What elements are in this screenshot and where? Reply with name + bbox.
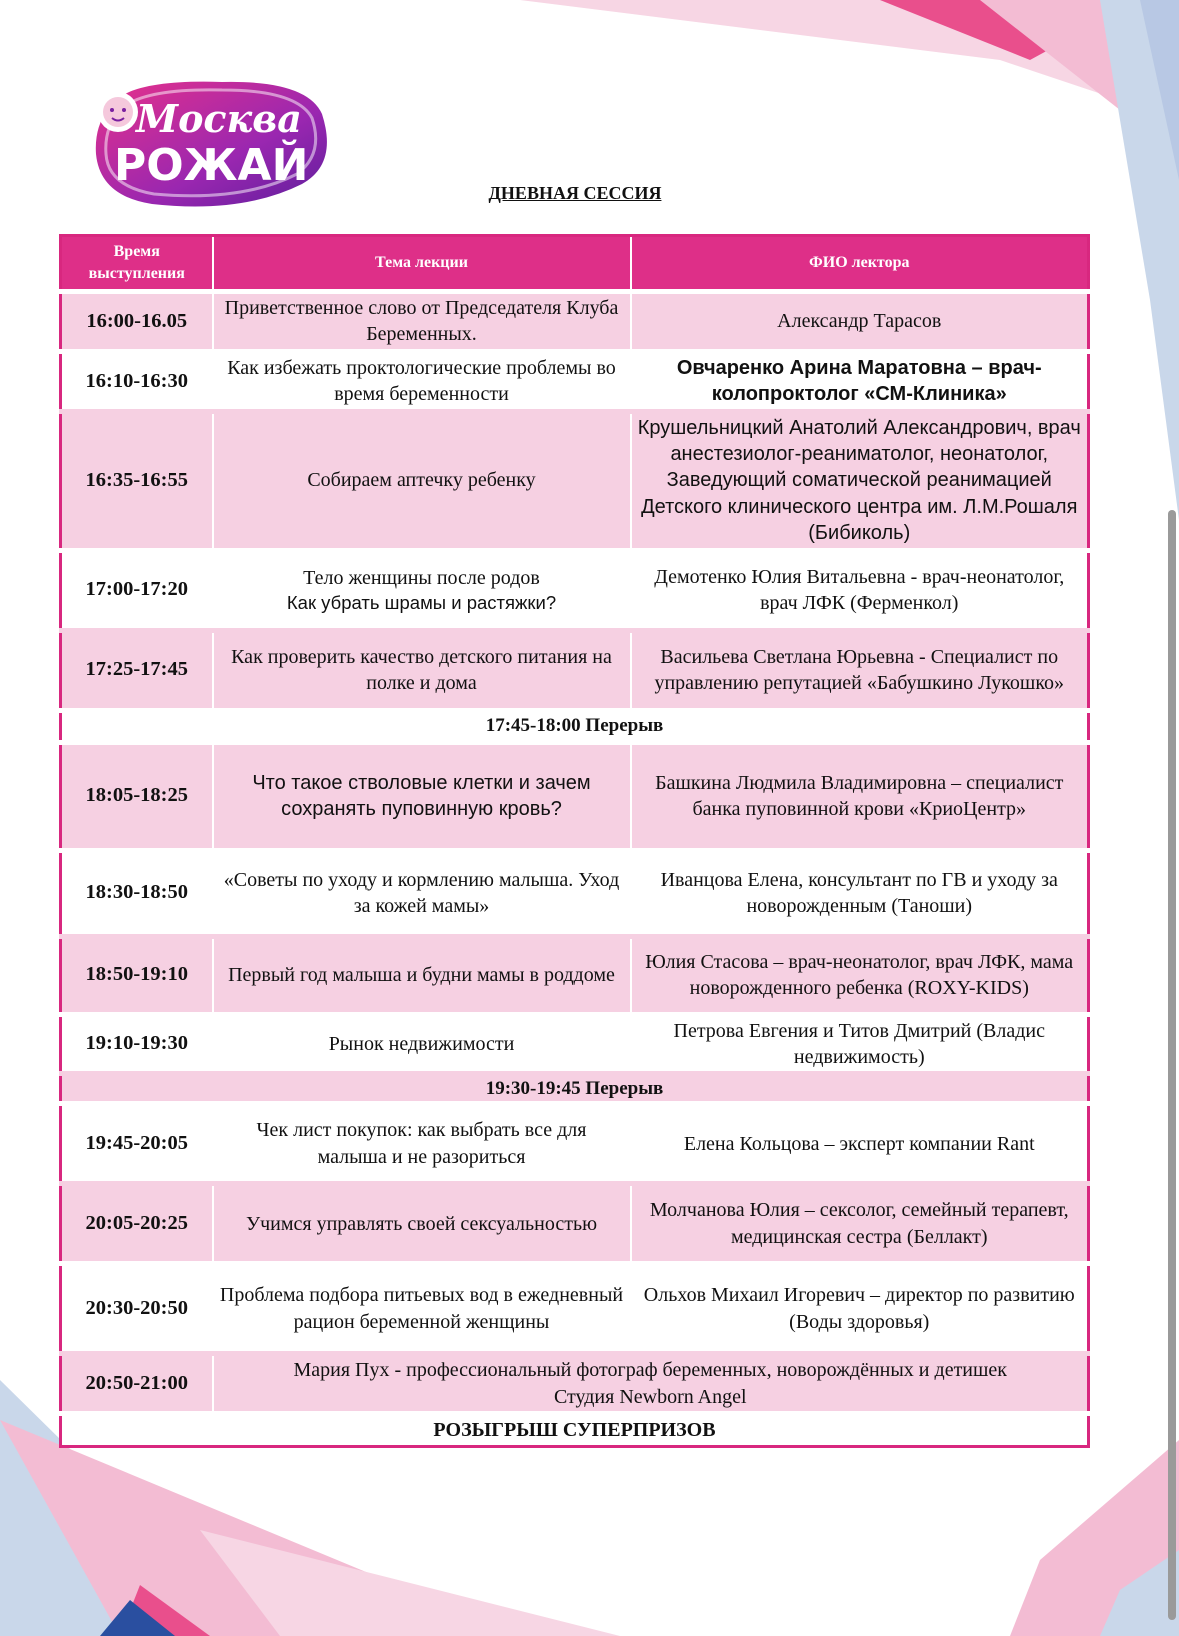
session-title: ДНЕВНАЯ СЕССИЯ [488,183,662,203]
row-topic: Чек лист покупок: как выбрать все для малыша и не разориться [213,1104,631,1184]
table-row [61,1184,1089,1264]
row-time: 16:10-16:30 [61,351,213,411]
table-row [61,550,1089,630]
row-time: 18:50-19:10 [61,936,213,1014]
row-topic [213,550,631,630]
row-time: 16:00-16.05 [61,292,213,352]
row-topic: Рынок недвижимости [213,1014,631,1074]
row-time: 16:35-16:55 [61,411,213,550]
row-speaker: Молчанова Юлия – сексолог, семейный терапевт, медицинская сестра (Беллакт) [631,1184,1089,1264]
table-row [61,411,1089,550]
table-row [61,1264,1089,1354]
row-topic [213,1354,1089,1414]
header-topic: Тема лекции [213,236,631,292]
row-speaker: Башкина Людмила Владимировна – специалист банка пуповинной крови «КриоЦентр» [631,742,1089,850]
table-row [61,351,1089,411]
break-row [61,1074,1089,1104]
header-speaker: ФИО лектора [631,236,1089,292]
row-topic: Как проверить качество детского питания на полке и дома [213,630,631,710]
row-topic: Как избежать проктологические проблемы во время беременности [213,351,631,411]
row-time: 19:45-20:05 [61,1104,213,1184]
topic-line-2: Студия Newborn Angel [553,1385,747,1408]
topic-line-1: Мария Пух - профессиональный фотограф беременных, новорождённых и детишек [293,1359,1008,1382]
row-topic: «Советы по уходу и кормлению малыша. Уход за кожей мамы» [213,850,631,936]
row-speaker: Ольхов Михаил Игоревич – директор по развитию (Воды здоровья) [631,1264,1089,1354]
table-row [61,630,1089,710]
row-topic: Проблема подбора питьевых вод в ежедневный рацион беременной женщины [213,1264,631,1354]
row-topic: Собираем аптечку ребенку [213,411,631,550]
schedule-table [59,234,1090,1448]
final-label: РОЗЫГРЫШ СУПЕРПРИЗОВ [61,1414,1089,1446]
row-time: 18:05-18:25 [61,742,213,850]
final-row [61,1414,1089,1446]
table-row [61,850,1089,936]
row-speaker: Демотенко Юлия Витальевна - врач-неонатолог, врач ЛФК (Ферменкол) [631,550,1089,630]
table-row [61,1014,1089,1074]
row-speaker: Александр Тарасов [631,292,1089,352]
row-time: 20:50-21:00 [61,1354,213,1414]
table-row [61,936,1089,1014]
row-topic: Первый год малыша и будни мамы в роддоме [213,936,631,1014]
row-speaker: Овчаренко Арина Маратовна – врач-колопроктолог «СМ-Клиника» [631,351,1089,411]
topic-line-1: Тело женщины после родов [303,566,540,589]
row-speaker: Петрова Евгения и Титов Дмитрий (Владис недвижимость) [631,1014,1089,1074]
row-time: 20:30-20:50 [61,1264,213,1354]
row-time: 19:10-19:30 [61,1014,213,1074]
row-topic: Приветственное слово от Председателя Клуба Беременных. [213,292,631,352]
header-time: Время выступления [61,236,213,292]
row-time: 17:00-17:20 [61,550,213,630]
row-speaker: Иванцова Елена, консультант по ГВ и уходу за новорожденным (Таноши) [631,850,1089,936]
logo-line1: Москва [136,96,302,141]
row-topic: Учимся управлять своей сексуальностью [213,1184,631,1264]
scrollbar[interactable] [1168,510,1176,1620]
row-speaker: Юлия Стасова – врач-неонатолог, врач ЛФК, мама новорожденного ребенка (ROXY-KIDS) [631,936,1089,1014]
topic-line-2: Как убрать шрамы и растяжки? [286,592,557,613]
table-row [61,1354,1089,1414]
row-topic: Что такое стволовые клетки и зачем сохранять пуповинную кровь? [213,742,631,850]
row-speaker: Крушельницкий Анатолий Александрович, врач анестезиолог-реаниматолог, неонатолог, Заведующий соматической реанимацией Детского клинического центра им. Л.М.Рошаля (Бибиколь) [631,411,1089,550]
table-row [61,1104,1089,1184]
row-speaker: Елена Кольцова – эксперт компании Rant [631,1104,1089,1184]
break-label: 19:30-19:45 Перерыв [61,1074,1089,1104]
break-row [61,710,1089,742]
table-row [61,292,1089,352]
row-time: 20:05-20:25 [61,1184,213,1264]
table-header [61,236,1089,292]
break-label: 17:45-18:00 Перерыв [61,710,1089,742]
row-time: 18:30-18:50 [61,850,213,936]
logo-line2: РОЖАЙ [114,140,309,191]
row-speaker: Васильева Светлана Юрьевна - Специалист по управлению репутацией «Бабушкино Лукошко» [631,630,1089,710]
table-row [61,742,1089,850]
row-time: 17:25-17:45 [61,630,213,710]
